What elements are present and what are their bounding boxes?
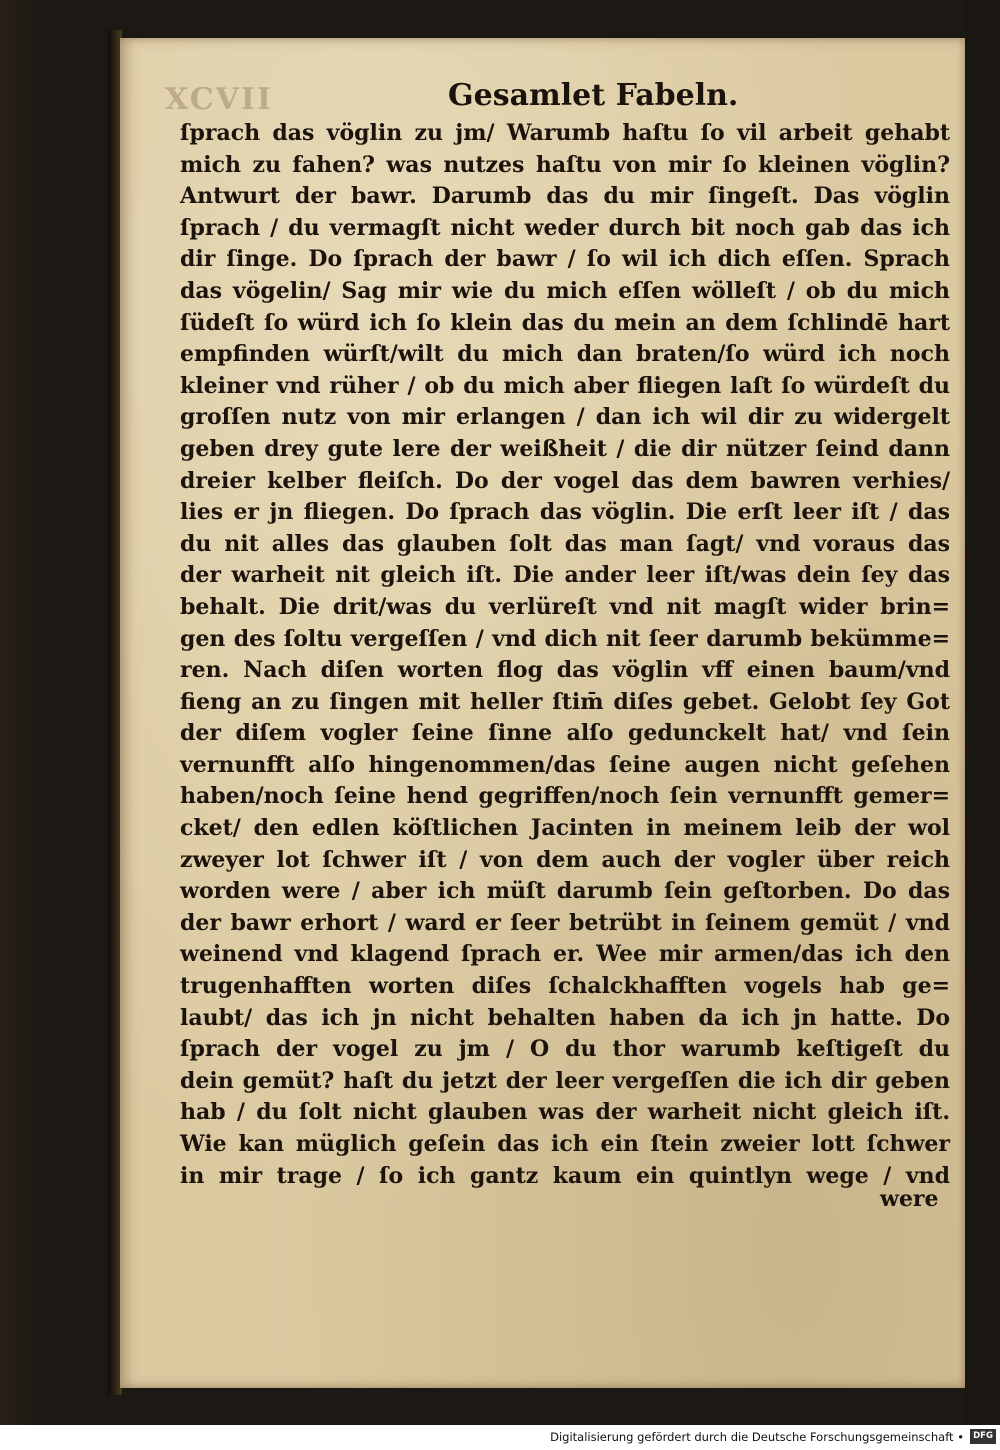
text-line: der bawr erhort / ward er ſeer betrübt in ſeinem gemüt / vnd [180,909,950,936]
text-line: dreier kelber fleiſch. Do der vogel das dem bawren verhies/ [180,467,950,494]
text-line: zweyer lot ſchwer iſt / von dem auch der vogler über reich [180,846,950,873]
text-line: der diſem vogler ſeine ſinne alſo gedunckelt hat/ vnd ſein [180,720,950,747]
text-line: hab / du ſolt nicht glauben was der warheit nicht gleich iſt. [180,1099,950,1126]
text-line: ſüdeſt ſo würd ich ſo klein das du mein an dem ſchlindē hart [180,309,950,336]
text-line: empfinden würſt/wilt du mich dan braten/ſo würd ich noch [180,341,950,368]
text-line: laubt/ das ich jn nicht behalten haben da ich jn hatte. Do [180,1004,950,1031]
text-line: behalt. Die drit/was du verlüreſt vnd nit magſt wider brin= [180,593,950,620]
funding-credit: Digitalisierung gefördert durch die Deutsche Forschungsgemeinschaft • [550,1430,964,1444]
body-text [180,118,950,1192]
scan-left-edge [0,0,40,1425]
text-line: ren. Nach diſen worten flog das vöglin vff einen baum/vnd [180,657,950,684]
text-line: haben/noch ſeine hend gegriffen/noch ſein vernunfft gemer= [180,783,950,810]
dfg-logo: DFG [970,1429,996,1444]
text-line: cket/ den edlen köſtlichen Jacinten in meinem leib der wol [180,815,950,842]
text-line: dir ſinge. Do ſprach der bawr / ſo wil ich dich eſſen. Sprach [180,246,950,273]
text-line: in mir trage / ſo ich gantz kaum ein quintlyn wege / vnd [180,1162,950,1189]
text-line: ſprach / du vermagſt nicht weder durch bit noch gab das ich [180,214,950,241]
text-line: geben drey gute lere der weißheit / die dir nützer ſeind dann [180,435,950,462]
text-line: worden were / aber ich müſt darumb ſein geſtorben. Do das [180,878,950,905]
text-line: gen des ſoltu vergeſſen / vnd dich nit ſeer darumb bekümme= [180,625,950,652]
text-line: ſprach das vöglin zu jm/ Warumb haſtu ſo vil arbeit gehabt [180,120,950,146]
footer-bar [0,1425,1000,1450]
text-line: ſprach der vogel zu jm / O du thor warumb keſtigeſt du [180,1036,950,1063]
text-line: kleiner vnd rüher / ob du mich aber fliegen laſt ſo würdeſt du [180,372,950,399]
text-line: fieng an zu ſingen mit heller ſtim̄ diſes gebet. Gelobt ſey Got [180,688,950,715]
text-line: du nit alles das glauben ſolt das man ſagt/ vnd voraus das [180,530,950,557]
catchword: were [880,1186,939,1212]
text-line: Antwurt der bawr. Darumb das du mir ſingeſt. Das vöglin [180,183,950,210]
text-line: Wie kan müglich geſein das ich ein ſtein zweier lott ſchwer [180,1131,950,1157]
text-line: weinend vnd klagend ſprach er. Wee mir armen/das ich den [180,941,950,968]
text-line: das vögelin/ Sag mir wie du mich eſſen wölleſt / ob du mich [180,277,950,304]
text-line: groſſen nutz von mir erlangen / dan ich wil dir zu widergelt [180,404,950,431]
text-line: der warheit nit gleich iſt. Die ander leer iſt/was dein ſey das [180,562,950,589]
text-line: dein gemüt? haſt du jetzt der leer vergeſſen die ich dir geben [180,1067,950,1094]
text-line: mich zu fahen? was nutzes haſtu von mir ſo kleinen vöglin? [180,151,950,178]
running-head: Gesamlet Fabeln. [448,78,739,113]
folio-number-show-through: XCVII [165,82,273,117]
text-line: vernunfft alſo hingenommen/das ſeine augen nicht geſehen [180,751,950,778]
scan-right-edge [965,0,1000,1425]
text-line: lies er jn fliegen. Do ſprach das vöglin. Die erſt leer iſt / das [180,499,950,526]
text-line: trugenhafften worten diſes ſchalckhafften vogels hab ge= [180,973,950,1000]
